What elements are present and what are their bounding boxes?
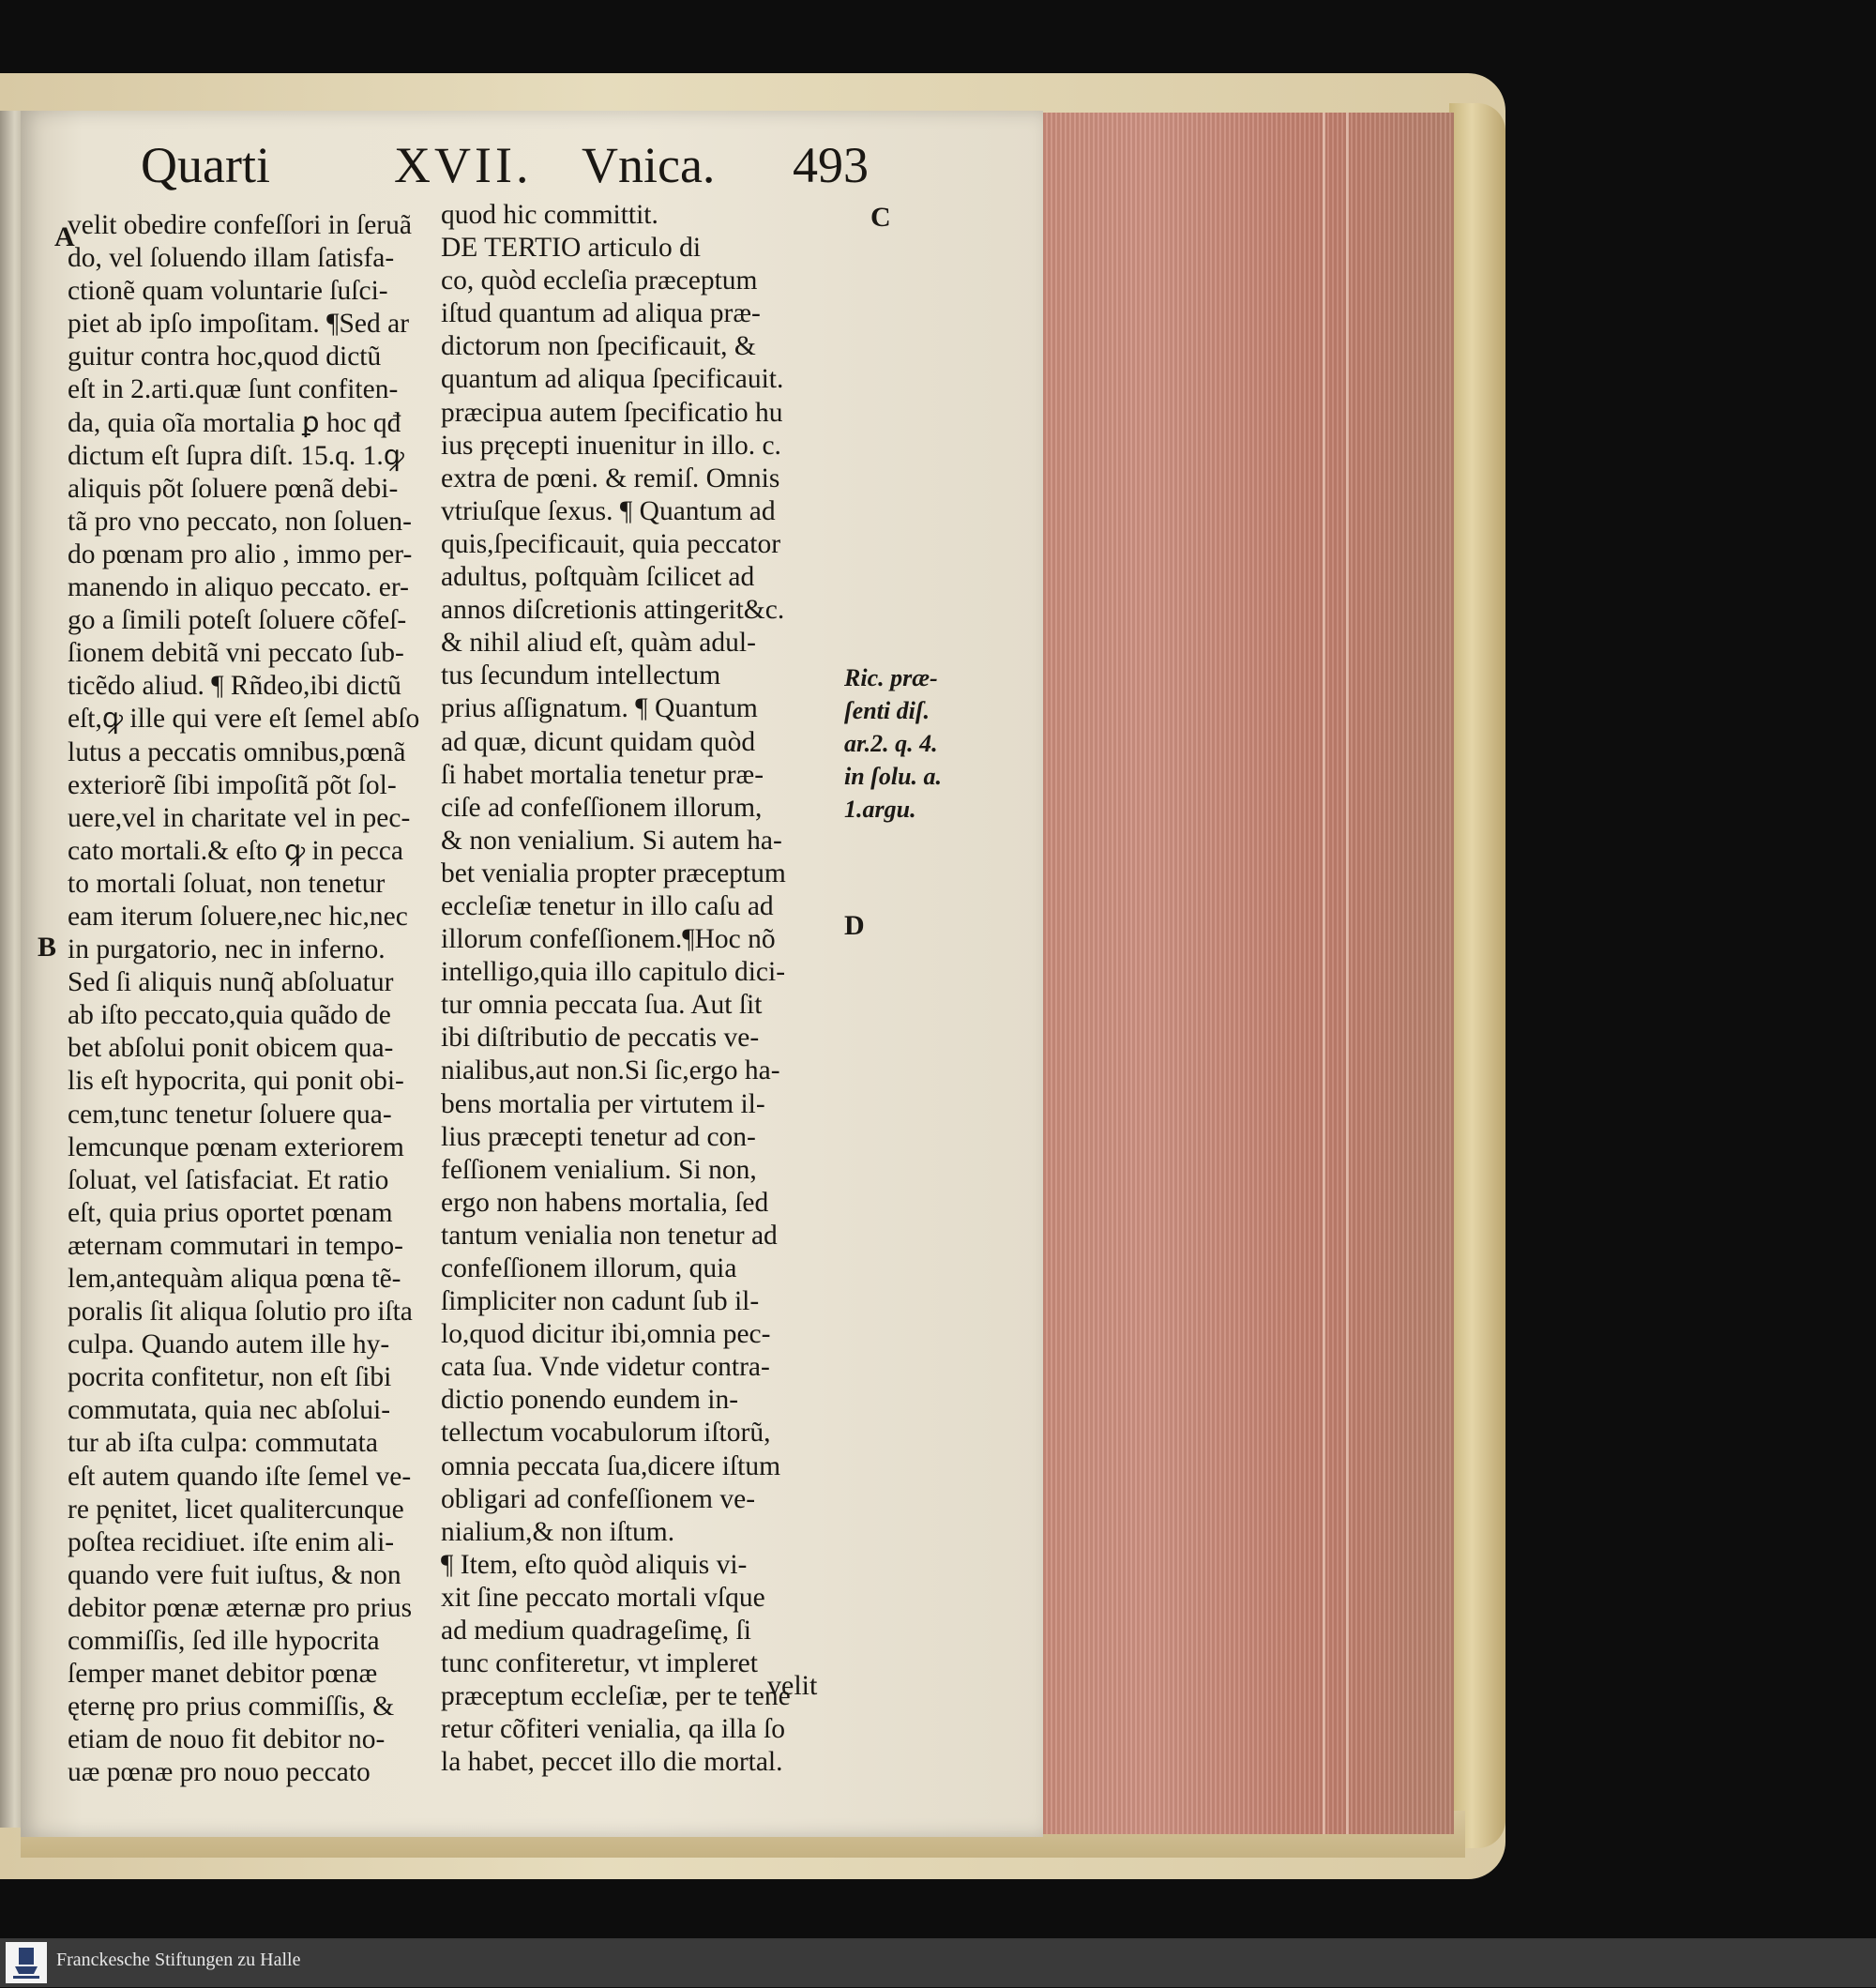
text-line: retur cõfiteri venialia, qa illa ſo <box>441 1714 785 1745</box>
text-line: lemcunque pœnam exteriorem <box>68 1131 404 1162</box>
fore-edge-highlight <box>1346 113 1349 1834</box>
text-line: eccleſiæ tenetur in illo caſu ad <box>441 890 774 921</box>
fore-edge-highlight <box>1323 113 1325 1834</box>
side-note-line: ar.2. q. 4. <box>844 730 938 757</box>
text-line: ius pręcepti inuenitur in illo. c. <box>441 430 781 461</box>
marginal-side-note <box>844 661 942 826</box>
text-line: ciſe ad confeſſionem illorum, <box>441 792 763 823</box>
text-line: xit ſine peccato mortali vſque <box>441 1582 765 1613</box>
text-line: eſt in 2.arti.quæ ſunt confiten- <box>68 374 399 405</box>
text-line: pocrita confitetur, non eſt ſibi <box>68 1362 392 1393</box>
text-line: præcipua autem ſpecificatio hu <box>441 397 783 428</box>
text-line: Sed ſi aliquis nunq̃ abſoluatur <box>68 967 394 998</box>
side-note-line: 1.argu. <box>844 796 916 823</box>
text-line: eam iterum ſoluere,nec hic,nec <box>68 901 408 932</box>
institution-logo <box>6 1942 47 1983</box>
text-line: eſt,ꝙ ille qui vere eſt ſemel abſo <box>68 704 420 735</box>
text-line: uæ pœnæ pro nouo peccato <box>68 1757 371 1788</box>
text-line: manendo in aliquo peccato. er- <box>68 572 409 603</box>
text-line: cata ſua. Vnde videtur contra- <box>441 1352 770 1383</box>
text-line: feſſionem venialium. Si non, <box>441 1154 757 1185</box>
text-line: piet ab ipſo impoſitam. ¶Sed ar <box>68 309 410 340</box>
text-line: & nihil aliud eſt, quàm adul- <box>441 628 756 659</box>
text-line: to mortali ſoluat, non tenetur <box>68 868 386 899</box>
running-head <box>141 136 872 202</box>
margin-letter-a: A <box>54 221 75 252</box>
text-line: eſt, quia prius oportet pœnam <box>68 1197 393 1228</box>
text-line: tã pro vno peccato, non ſoluen- <box>68 506 412 537</box>
text-line: ad medium quadrageſimę, ſi <box>441 1616 751 1647</box>
right-text-column <box>441 199 791 1780</box>
text-line: ſionem debitã vni peccato ſub- <box>68 638 404 669</box>
side-note-line: ſenti diſ. <box>844 697 930 724</box>
side-note-line: Ric. præ- <box>844 664 938 691</box>
text-line: do, vel ſoluendo illam ſatisfa- <box>68 243 395 274</box>
running-head-question: Vnica. <box>582 137 716 193</box>
text-line: quantum ad aliqua ſpecificauit. <box>441 364 784 395</box>
running-head-left: Quarti <box>141 137 270 193</box>
text-line: poſtea recidiuet. iſte enim ali- <box>68 1526 395 1557</box>
text-line: etiam de nouo fit debitor no- <box>68 1724 386 1755</box>
running-head-distinction: XVII. <box>394 137 533 193</box>
text-line: tellectum vocabulorum iſtorũ, <box>441 1418 771 1449</box>
text-line: quod hic committit. <box>441 200 658 230</box>
text-line: re pęnitet, licet qualitercunque <box>68 1494 404 1525</box>
text-line: do pœnam pro alio , immo per- <box>68 539 413 569</box>
page-number: 493 <box>793 137 869 193</box>
text-line: cem,tunc tenetur ſoluere qua- <box>68 1099 392 1130</box>
text-line: dictorum non ſpecificauit, & <box>441 331 756 362</box>
text-line: prius aſſignatum. ¶ Quantum <box>441 693 758 724</box>
binding-board-edge <box>1449 103 1505 1848</box>
text-line: & non venialium. Si autem ha- <box>441 825 782 856</box>
text-line: lutus a peccatis omnibus,pœnã <box>68 736 406 767</box>
text-line: bens mortalia per virtutem il- <box>441 1088 765 1119</box>
text-line: poralis ſit aliqua ſolutio pro iſta <box>68 1297 413 1328</box>
text-line: ¶ Item, eſto quòd aliquis vi- <box>441 1549 748 1580</box>
text-line: nialibus,aut non.Si ſic,ergo ha- <box>441 1055 780 1086</box>
text-line: bet abſolui ponit obicem qua- <box>68 1033 394 1064</box>
margin-letter-b: B <box>38 932 57 963</box>
text-line: ſimpliciter non cadunt ſub il- <box>441 1286 760 1317</box>
text-line: ibi diſtributio de peccatis ve- <box>441 1023 760 1054</box>
text-line: lis eſt hypocrita, qui ponit obi- <box>68 1066 404 1097</box>
text-line: quando vere fuit iuſtus, & non <box>68 1559 401 1590</box>
text-line: illorum confeſſionem.¶Hoc nõ <box>441 924 776 955</box>
text-line: co, quòd eccleſia præceptum <box>441 266 758 296</box>
text-line: go a ſimili poteſt ſoluere cõfeſ- <box>68 605 407 636</box>
text-line: in purgatorio, nec in inferno. <box>68 934 386 965</box>
text-line: ſemper manet debitor pœnæ <box>68 1659 378 1690</box>
margin-letter-c: C <box>870 202 891 233</box>
text-line: adultus, poſtquàm ſcilicet ad <box>441 562 755 593</box>
text-line: præceptum eccleſiæ, per te tene <box>441 1681 791 1712</box>
text-line: cato mortali.& eſto ꝙ in pecca <box>68 835 403 866</box>
text-line: ticẽdo aliud. ¶ Rñdeo,ibi dictũ <box>68 671 401 702</box>
text-line: commiſſis, ſed ille hypocrita <box>68 1626 380 1657</box>
text-line: lem,antequàm aliqua pœna tẽ- <box>68 1264 401 1294</box>
text-line: annos diſcretionis attingerit&c. <box>441 595 785 626</box>
red-fore-edge <box>1013 113 1454 1834</box>
text-line: confeſſionem illorum, quia <box>441 1253 737 1283</box>
text-line: intelligo,quia illo capitulo dici- <box>441 957 786 988</box>
text-line: iſtud quantum ad aliqua præ- <box>441 298 761 329</box>
text-line: exteriorẽ ſibi impoſitã põt ſol- <box>68 769 397 800</box>
text-line: uere,vel in charitate vel in pec- <box>68 802 411 833</box>
text-line: aliquis põt ſoluere pœnã debi- <box>68 473 399 504</box>
text-line: extra de pœni. & remiſ. Omnis <box>441 463 780 493</box>
margin-letter-d: D <box>844 910 865 941</box>
text-line: DE TERTIO articulo di <box>441 233 702 264</box>
text-line: ſi habet mortalia tenetur præ- <box>441 759 764 790</box>
text-line: ſoluat, vel ſatisfaciat. Et ratio <box>68 1164 389 1195</box>
text-line: vtriuſque ſexus. ¶ Quantum ad <box>441 495 776 526</box>
text-line: æternam commutari in tempo- <box>68 1230 404 1261</box>
text-line: eſt autem quando iſte ſemel ve- <box>68 1461 412 1492</box>
left-text-column <box>68 209 419 1790</box>
text-line: lius præcepti tenetur ad con- <box>441 1121 756 1152</box>
text-line: tus ſecundum intellectum <box>441 660 721 691</box>
text-line: omnia peccata ſua,dicere iſtum <box>441 1450 781 1481</box>
text-line: ab iſto peccato,quia quãdo de <box>68 1000 391 1031</box>
text-line: tur ab iſta culpa: commutata <box>68 1428 378 1459</box>
text-line: tantum venialia non tenetur ad <box>441 1220 778 1251</box>
text-line: ad quæ, dicunt quidam quòd <box>441 726 756 757</box>
institution-name: Franckesche Stiftungen zu Halle <box>56 1950 301 1970</box>
side-note-line: in ſolu. a. <box>844 763 943 790</box>
text-line: la habet, peccet illo die mortal. <box>441 1747 783 1778</box>
text-line: quis,ſpecificauit, quia peccator <box>441 528 781 559</box>
text-line: lo,quod dicitur ibi,omnia pec- <box>441 1319 771 1350</box>
text-line: ęternę pro prius commiſſis, & <box>68 1692 395 1722</box>
text-line: ctionẽ quam voluntarie ſuſci- <box>68 276 388 307</box>
text-line: velit obedire confeſſori in ſeruã <box>68 210 412 240</box>
text-line: dictum eſt ſupra diſt. 15.q. 1.ꝙ <box>68 440 404 471</box>
text-line: culpa. Quando autem ille hy- <box>68 1329 390 1360</box>
text-line: bet venialia propter præceptum <box>441 857 786 888</box>
text-line: da, quia oĩa mortalia ꝑ hoc qđ <box>68 407 401 438</box>
catchword: velit <box>767 1670 818 1701</box>
text-line: dictio ponendo eundem in- <box>441 1385 739 1416</box>
text-line: tunc confiteretur, vt impleret <box>441 1648 758 1679</box>
text-line: commutata, quia nec abſolui- <box>68 1395 391 1426</box>
text-line: tur omnia peccata ſua. Aut ſit <box>441 990 763 1021</box>
text-line: ergo non habens mortalia, ſed <box>441 1187 769 1218</box>
text-line: obligari ad confeſſionem ve- <box>441 1483 756 1514</box>
footer-bar <box>0 1938 1876 1987</box>
text-line: debitor pœnæ æternæ pro prius <box>68 1592 413 1623</box>
text-line: guitur contra hoc,quod dictũ <box>68 341 382 372</box>
text-line: nialium,& non iſtum. <box>441 1516 675 1547</box>
